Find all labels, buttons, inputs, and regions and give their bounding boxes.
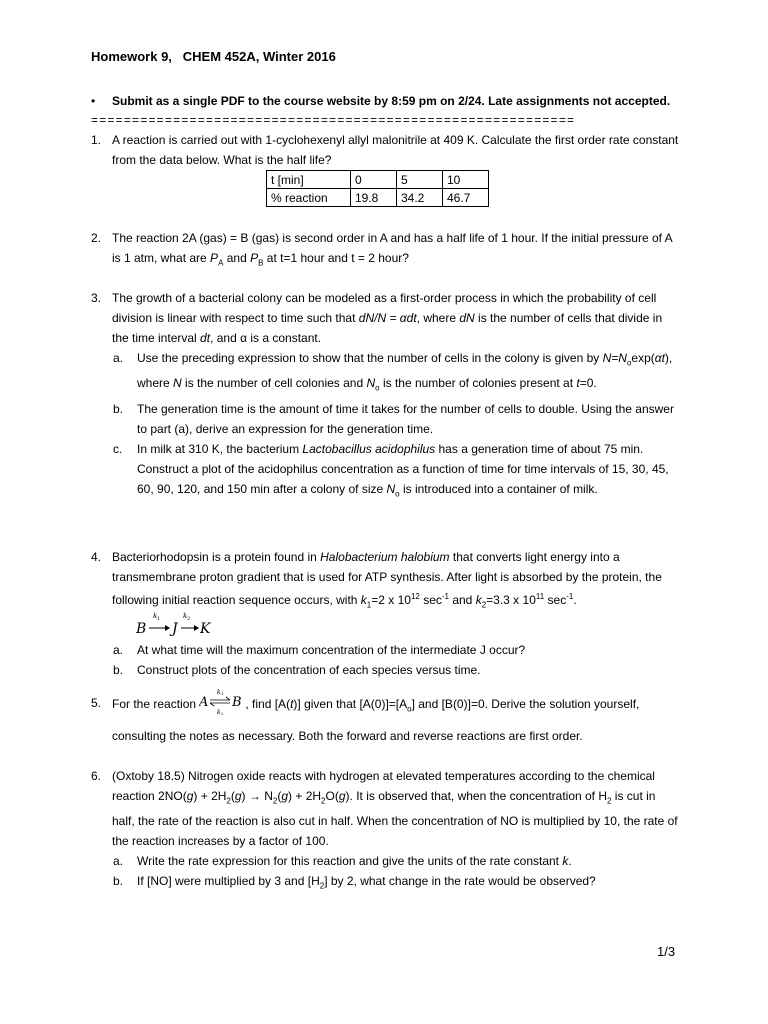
sub-question-b: b. Construct plots of the concentration of each species versus time. (113, 663, 481, 677)
sub-question-a: a. Write the rate expression for this reaction and give the units of the rate constant k. (113, 854, 572, 869)
svg-text:J: J (172, 621, 178, 637)
svg-text:k: k (217, 689, 222, 696)
question-number: 6. (91, 769, 102, 783)
svg-text:1: 1 (221, 691, 224, 696)
equilibrium-equation (199, 687, 245, 717)
question-number: 3. (91, 291, 102, 305)
question-number: 1. (91, 133, 102, 147)
question-2 (91, 228, 681, 273)
page-number: 1/3 (657, 944, 676, 959)
svg-text:k: k (183, 612, 188, 620)
question-number: 5. (91, 696, 102, 710)
question-1 (91, 130, 681, 170)
sub-question-a: a. At what time will the maximum concentration of the intermediate J occur? (113, 643, 526, 657)
question-4 (91, 547, 681, 615)
sub-question-b: b. The generation time is the amount of time it takes for the number of cells to double. Using the answer to part (a), derive an expression for the generation time. (113, 401, 674, 436)
question-text: For the reaction A k 1 k 2 B , find [A(t)] given that $[A(0)]=[A_o]$ and [B(0)]=0. Derive the solution yourself, (112, 689, 640, 716)
bullet-icon: • (91, 94, 96, 108)
question-text: Bacteriorhodopsin is a protein found in Halobacterium halobium that converts light energy into a transmembrane proton gradient that is used for ATP synthesis. After light is absorbed by the protein, the following initial reaction sequence occurs, with $k_1=2$ x $10^{12}$ $\sec^{-1}$ and $k_2=3.3$ x $10^{11}$ $\sec^{-1}$. (112, 550, 662, 610)
sub-question-b: b. If [NO] were multiplied by 3 and $[H_2]$ by 2, what change in the rate would be observed? (113, 874, 596, 891)
table-cell: 10 (443, 171, 489, 189)
svg-text:B: B (232, 695, 242, 710)
table-cell: 34.2 (397, 189, 443, 207)
question-4-subparts (91, 640, 681, 680)
question-3 (91, 288, 681, 504)
svg-text:K: K (200, 621, 211, 637)
table-row (267, 189, 489, 207)
question-5-continued (91, 726, 681, 746)
svg-text:1: 1 (157, 616, 161, 622)
question-text: The reaction 2A (gas) = B (gas) is second order in A and has a half life of 1 hour. If the initial pressure of A is 1 atm, what are $P_A$ and $P_B$ at t=1 hour and t = 2 hour? (112, 231, 672, 268)
table-cell: 0 (351, 171, 397, 189)
svg-text:k: k (153, 612, 158, 620)
table-cell: t [min] (267, 171, 351, 189)
sub-question-a: a. Use the preceding expression to show that the number of cells in the colony is given by $N=N_o\exp(\alpha t)$, where N is the number of cell colonies and $N_o$ is the number of colonies present at t=0. (113, 351, 673, 393)
page-title: Homework 9, CHEM 452A, Winter 2016 (91, 49, 336, 64)
table-cell: 46.7 (443, 189, 489, 207)
question-text: The growth of a bacterial colony can be modeled as a first-order process in which the probability of cell division is linear with respect to time such that dN/N = αdt, where dN is the number of cells that divide in the time interval dt, and α is a constant. (112, 291, 663, 345)
rate-data-table (266, 170, 489, 207)
table-cell: 5 (397, 171, 443, 189)
question-6 (91, 766, 681, 897)
table-row (267, 171, 489, 189)
question-text: (Oxtoby 18.5) Nitrogen oxide reacts with hydrogen at elevated temperatures according to the chemical reaction $2NO(g) + 2H_2(g) \to N_2(g) + 2H_2O(g)$. It is observed that, when the concentration of $H_2$ is cut in half, the rate of the reaction is also cut in half. When the concentration of NO is multiplied by 10, the rate of the reaction increases by a factor of 100. (112, 769, 678, 849)
submission-note: Submit as a single PDF to the course website by 8:59 pm on 2/24. Late assignments not accepted. (112, 94, 671, 108)
question-5 (91, 689, 681, 720)
reaction-scheme-b-j-k (136, 610, 226, 638)
sub-question-c: c. In milk at 310 K, the bacterium Lactobacillus acidophilus has a generation time of about 75 min. Construct a plot of the acidophilus concentration as a function of time for time intervals of 15, 30, 45, 60, 90, 120, and 150 min after a colony of size $N_o$ is introduced into a container of milk. (113, 441, 669, 499)
svg-text:k: k (217, 709, 222, 716)
question-number: 4. (91, 550, 102, 564)
svg-text:2: 2 (187, 616, 191, 622)
svg-text:A: A (199, 695, 209, 710)
table-cell: % reaction (267, 189, 351, 207)
svg-text:B: B (136, 621, 147, 637)
question-text: A reaction is carried out with 1-cyclohexenyl allyl malonitrile at 409 K. Calculate the first order rate constant from the data below. What is the half life? (112, 133, 679, 167)
svg-text:2: 2 (221, 711, 224, 716)
question-number: 2. (91, 231, 102, 245)
question-text: consulting the notes as necessary. Both the forward and reverse reactions are first order. (112, 729, 583, 743)
table-cell: 19.8 (351, 189, 397, 207)
separator-rule: =========================================================== (91, 113, 576, 127)
